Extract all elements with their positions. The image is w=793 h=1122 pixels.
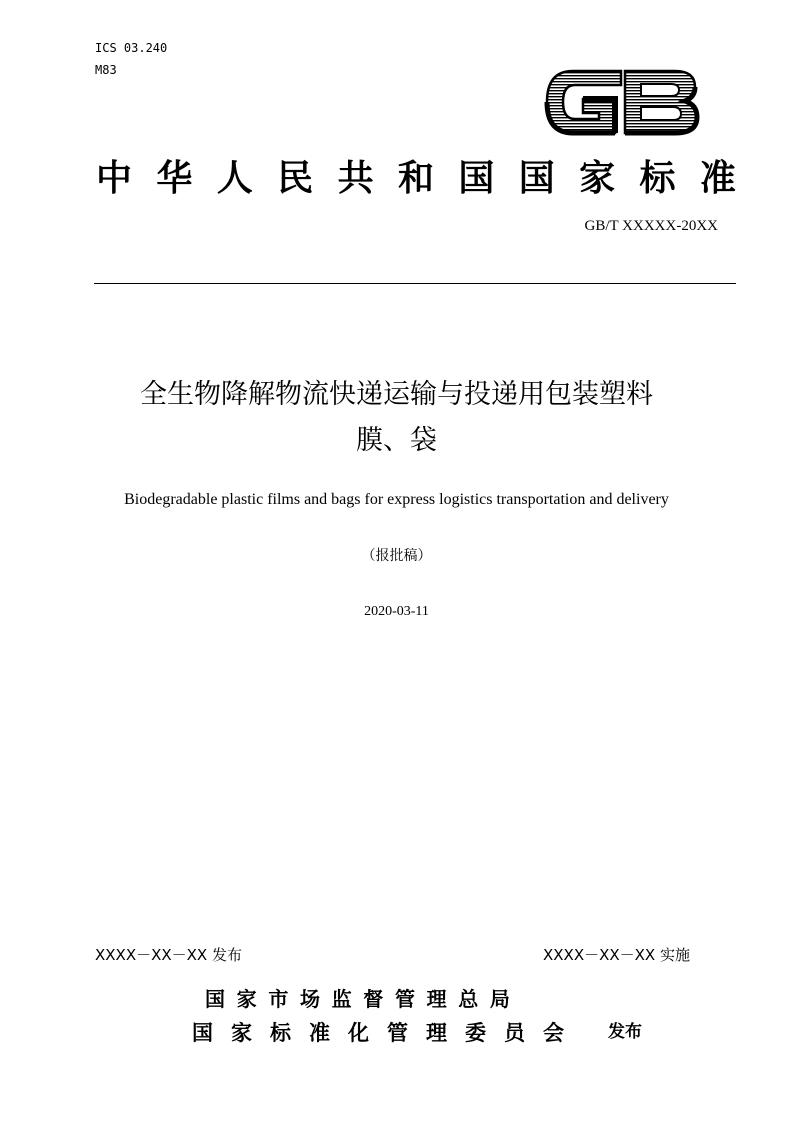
document-title-zh-line2: 膜、袋 [356,425,437,456]
issuer-char: 国 [205,986,225,1011]
issuer-char: 准 [309,1021,330,1045]
ccs-code: M83 [95,63,117,77]
issuer-char: 局 [489,986,510,1011]
implementation-date: XXXX－XX－XX 实施 [543,946,690,964]
title-char: 共 [337,156,374,199]
title-char: 人 [216,156,253,199]
issuer-char: 员 [504,1021,525,1045]
issue-word: 发布 [608,1022,642,1042]
issuer-char: 会 [543,1021,564,1045]
document-title-zh-line1: 全生物降解物流快递运输与投递用包装塑料 [140,379,653,410]
draft-status: （报批稿） [361,548,432,564]
issuer-char: 家 [236,986,257,1011]
document-title-en: Biodegradable plastic films and bags for express logistics transportation and delivery [124,491,669,508]
issue-date: XXXX－XX－XX 发布 [95,946,242,964]
issuer-char: 家 [231,1021,252,1045]
draft-date: 2020-03-11 [364,604,429,619]
issuer-char: 理 [426,1021,447,1045]
title-char: 和 [397,156,434,199]
issuer-samr [205,982,510,1012]
ics-code: ICS 03.240 [95,41,168,55]
issuer-char: 市 [268,986,289,1011]
issuer-char: 标 [270,1021,291,1045]
title-char: 民 [277,156,314,199]
header-divider [94,283,736,284]
gb-logo-icon [543,63,701,141]
national-standard-title [96,150,736,200]
title-char: 家 [579,156,616,199]
issuer-char: 化 [348,1021,369,1045]
issuer-char: 督 [363,986,384,1011]
title-char: 标 [639,156,676,199]
title-char: 中 [96,156,133,199]
standard-number: GB/T XXXXX-20XX [584,218,718,234]
issuer-char: 委 [465,1021,486,1045]
issuer-char: 国 [192,1021,213,1045]
issuer-char: 管 [394,986,415,1011]
title-char: 准 [699,156,736,199]
issuer-sac [192,1016,564,1048]
title-char: 华 [156,156,193,199]
title-char: 国 [518,156,555,199]
issuer-char: 场 [299,986,320,1011]
title-char: 国 [458,156,495,199]
issuer-char: 理 [426,986,447,1011]
issuer-char: 总 [458,986,479,1011]
issuer-char: 监 [331,986,352,1011]
issuer-char: 管 [387,1021,408,1045]
